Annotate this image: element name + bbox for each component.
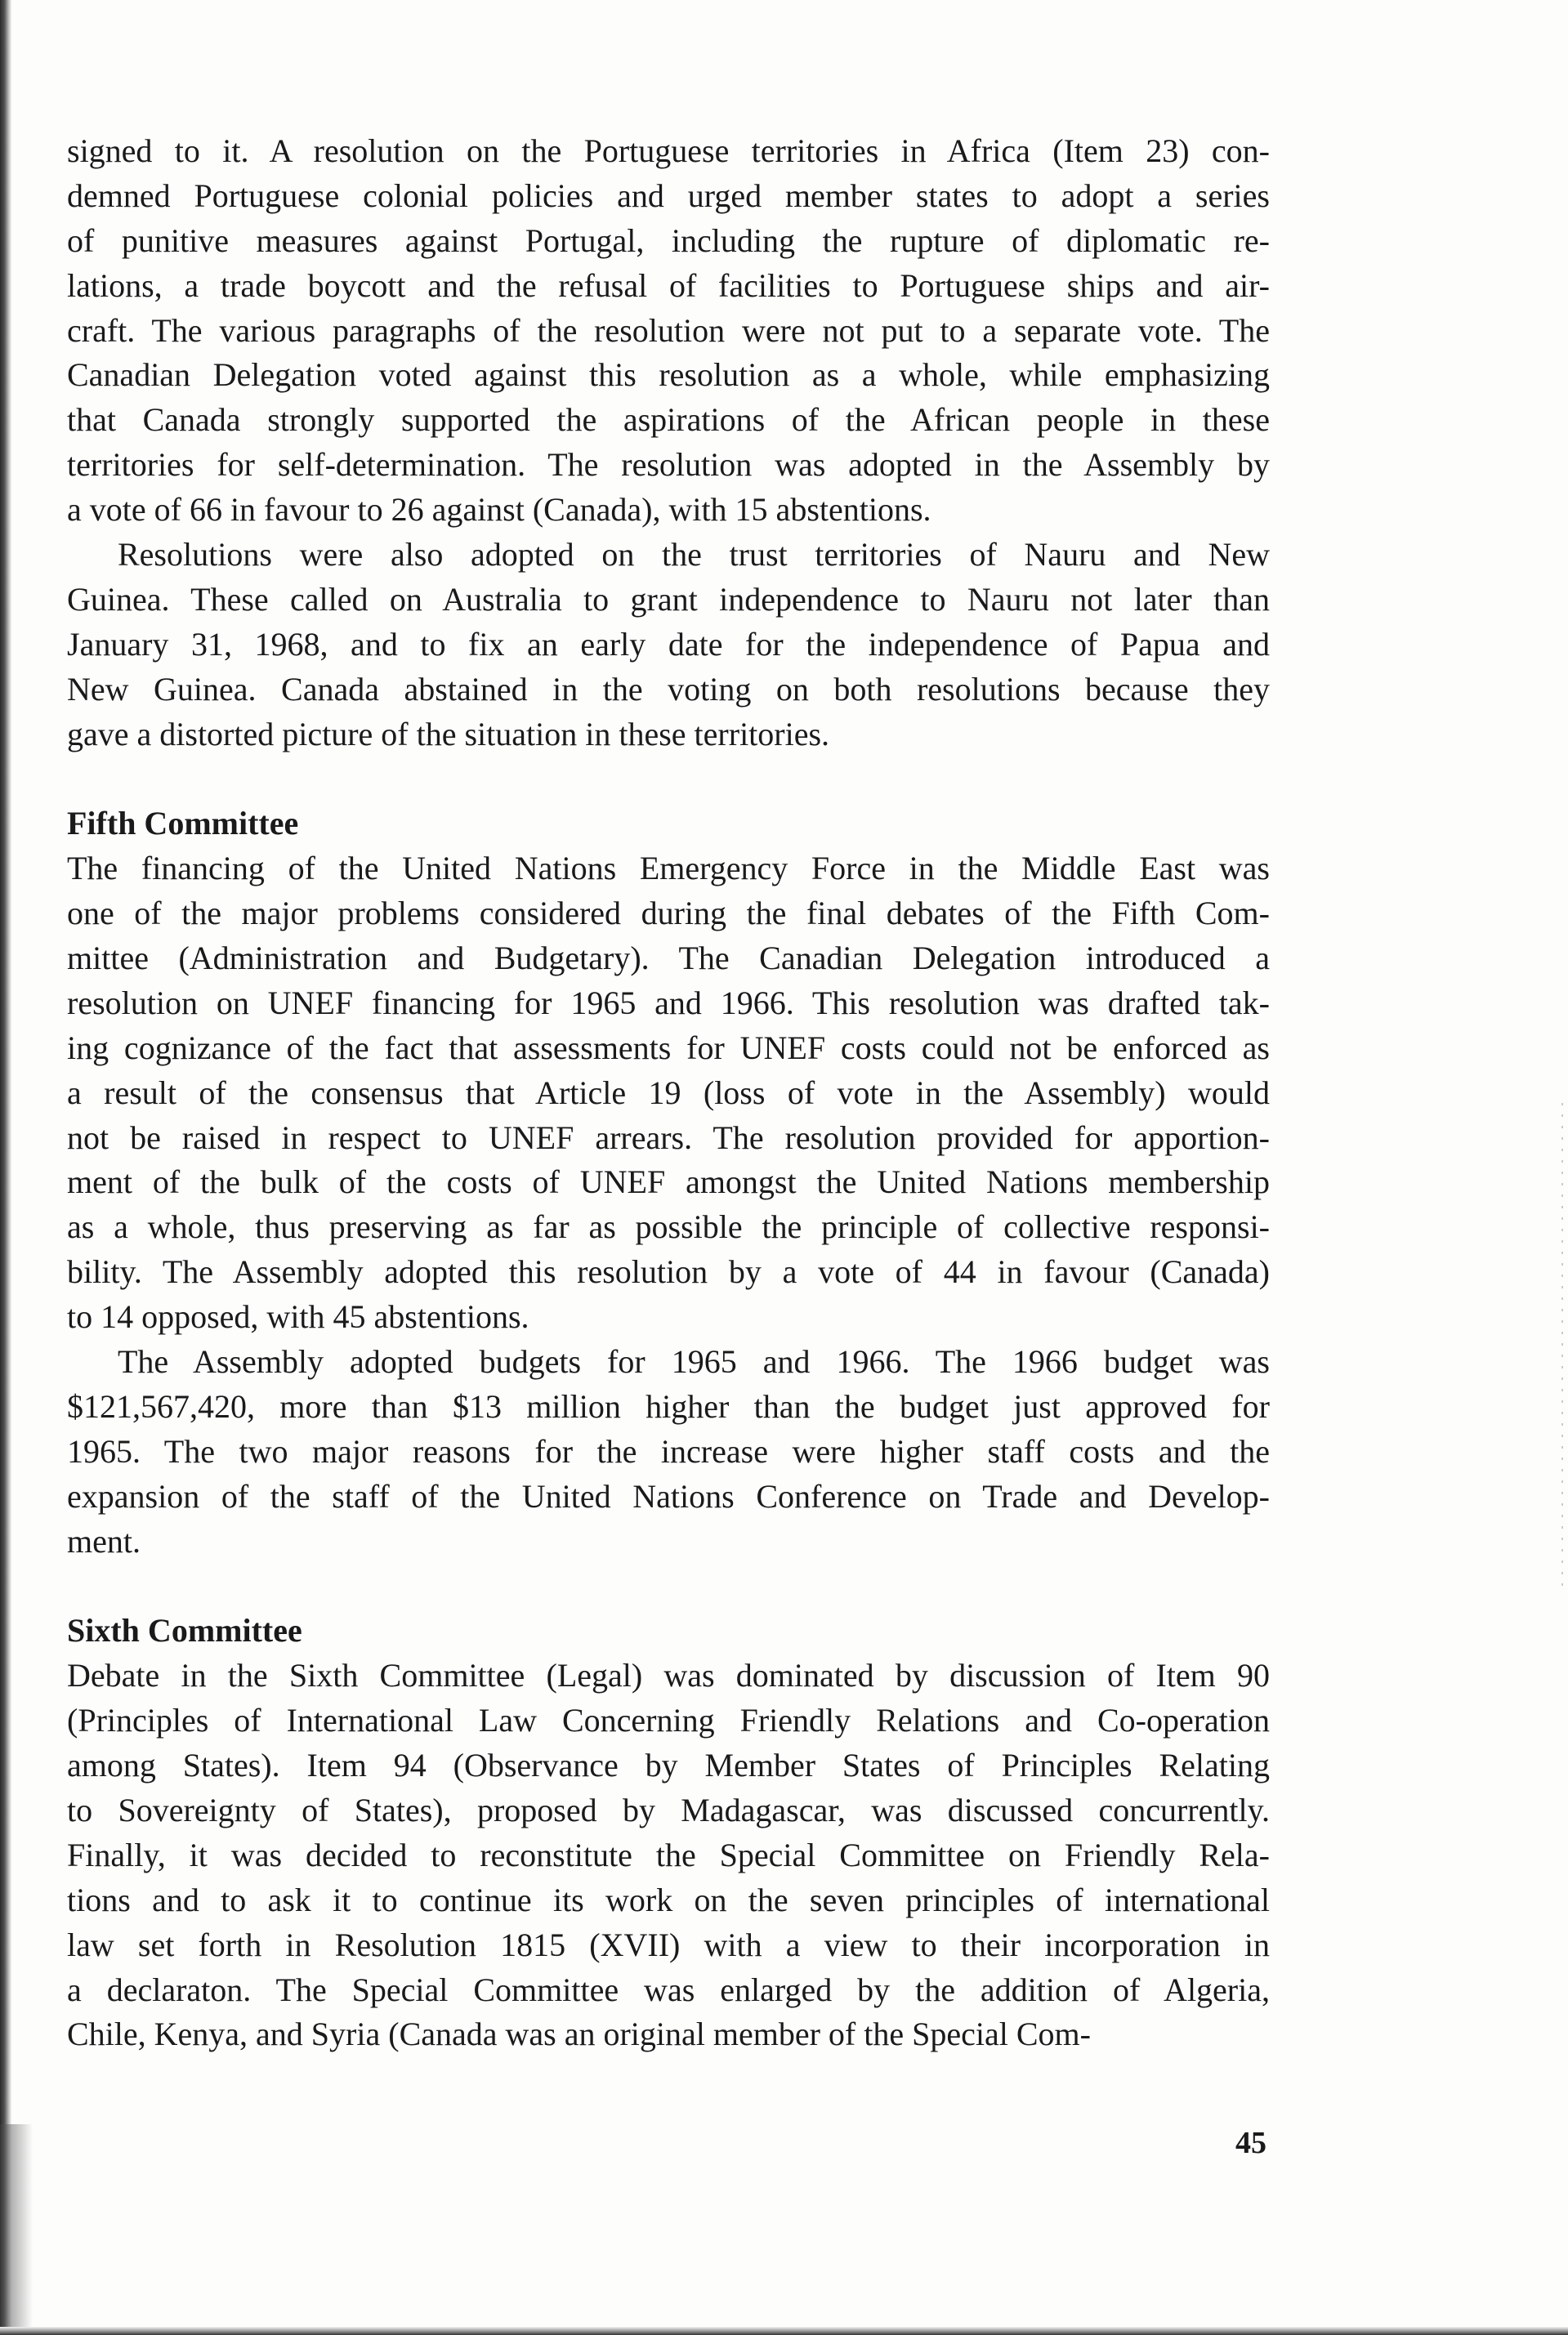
section-heading: Fifth Committee <box>67 805 299 842</box>
text-line: (Principles of International Law Concerning Friendly Relations and Co-operation <box>67 1702 1270 1739</box>
paragraph <box>67 846 1270 1340</box>
text-line: expansion of the staff of the United Nations Conference on Trade and Develop- <box>67 1477 1270 1515</box>
text-line: not be raised in respect to UNEF arrears. The resolution provided for apportion- <box>67 1118 1270 1156</box>
text-line: lations, a trade boycott and the refusal of facilities to Portuguese ships and air- <box>67 266 1270 304</box>
text-line: ment of the bulk of the costs of UNEF amongst the United Nations membership <box>67 1163 1270 1201</box>
text-line: a vote of 66 in favour to 26 against (Canada), with 15 abstentions. <box>67 491 931 529</box>
text-line: a result of the consensus that Article 19 (loss of vote in the Assembly) would <box>67 1074 1270 1111</box>
text-line: craft. The various paragraphs of the resolution were not put to a separate vote. The <box>67 311 1270 349</box>
scan-speckle <box>1561 1103 1563 1593</box>
text-line: as a whole, thus preserving as far as possible the principle of collective responsi- <box>67 1208 1270 1246</box>
text-line: among States). Item 94 (Observance by Member States of Principles Relating <box>67 1747 1270 1784</box>
text-line: tions and to ask it to continue its work on the seven principles of international <box>67 1881 1270 1918</box>
paragraph <box>67 129 1270 533</box>
text-line: bility. The Assembly adopted this resolution by a vote of 44 in favour (Canada) <box>67 1253 1270 1291</box>
binding-edge <box>0 0 11 2335</box>
text-line: The financing of the United Nations Emergency Force in the Middle East was <box>67 850 1270 887</box>
page-bottom-edge <box>0 2327 1568 2335</box>
text-line: demned Portuguese colonial policies and urged member states to adopt a series <box>67 176 1270 214</box>
paragraph <box>67 533 1270 757</box>
text-line: Finally, it was decided to reconstitute the Special Committee on Friendly Rela- <box>67 1836 1270 1873</box>
section-gap <box>67 757 1270 801</box>
text-line: mittee (Administration and Budgetary). The Canadian Delegation introduced a <box>67 940 1270 977</box>
paragraph <box>67 1654 1270 2057</box>
text-line: law set forth in Resolution 1815 (XVII) with a view to their incorporation in <box>67 1926 1270 1963</box>
text-line: ment. <box>67 1522 141 1560</box>
text-line: Resolutions were also adopted on the trust territories of Nauru and New <box>118 536 1270 574</box>
text-line: $121,567,420, more than $13 million higher than the budget just approved for <box>67 1387 1270 1425</box>
text-line: signed to it. A resolution on the Portuguese territories in Africa (Item 23) con- <box>67 132 1270 169</box>
text-line: Chile, Kenya, and Syria (Canada was an original member of the Special Com- <box>67 2016 1091 2053</box>
text-line: January 31, 1968, and to fix an early date for the independence of Papua and <box>67 625 1270 663</box>
text-line: to Sovereignty of States), proposed by Madagascar, was discussed concurrently. <box>67 1791 1270 1828</box>
text-line: ing cognizance of the fact that assessments for UNEF costs could not be enforced as <box>67 1029 1270 1066</box>
text-line: The Assembly adopted budgets for 1965 and 1966. The 1966 budget was <box>118 1343 1270 1381</box>
text-line: to 14 opposed, with 45 abstentions. <box>67 1298 529 1336</box>
text-line: of punitive measures against Portugal, including the rupture of diplomatic re- <box>67 221 1270 259</box>
text-line: territories for self-determination. The resolution was adopted in the Assembly by <box>67 446 1270 484</box>
text-line: 1965. The two major reasons for the increase were higher staff costs and the <box>67 1432 1270 1470</box>
text-line: Debate in the Sixth Committee (Legal) was dominated by discussion of Item 90 <box>67 1657 1270 1694</box>
body-text <box>67 129 1270 2057</box>
text-line: New Guinea. Canada abstained in the voting on both resolutions because they <box>67 670 1270 708</box>
text-line: gave a distorted picture of the situation in these territories. <box>67 715 830 752</box>
text-line: resolution on UNEF financing for 1965 and 1966. This resolution was drafted tak- <box>67 984 1270 1021</box>
text-line: Guinea. These called on Australia to grant independence to Nauru not later than <box>67 580 1270 618</box>
section-heading: Sixth Committee <box>67 1612 302 1650</box>
binding-shadow <box>0 2124 33 2335</box>
paragraph <box>67 1340 1270 1564</box>
text-line: one of the major problems considered during the final debates of the Fifth Com- <box>67 895 1270 932</box>
section-gap <box>67 1565 1270 1609</box>
text-line: that Canada strongly supported the aspirations of the African people in these <box>67 401 1270 439</box>
text-line: a declaraton. The Special Committee was enlarged by the addition of Algeria, <box>67 1971 1270 2008</box>
page-number: 45 <box>1235 2126 1266 2160</box>
text-line: Canadian Delegation voted against this resolution as a whole, while emphasizing <box>67 356 1270 394</box>
